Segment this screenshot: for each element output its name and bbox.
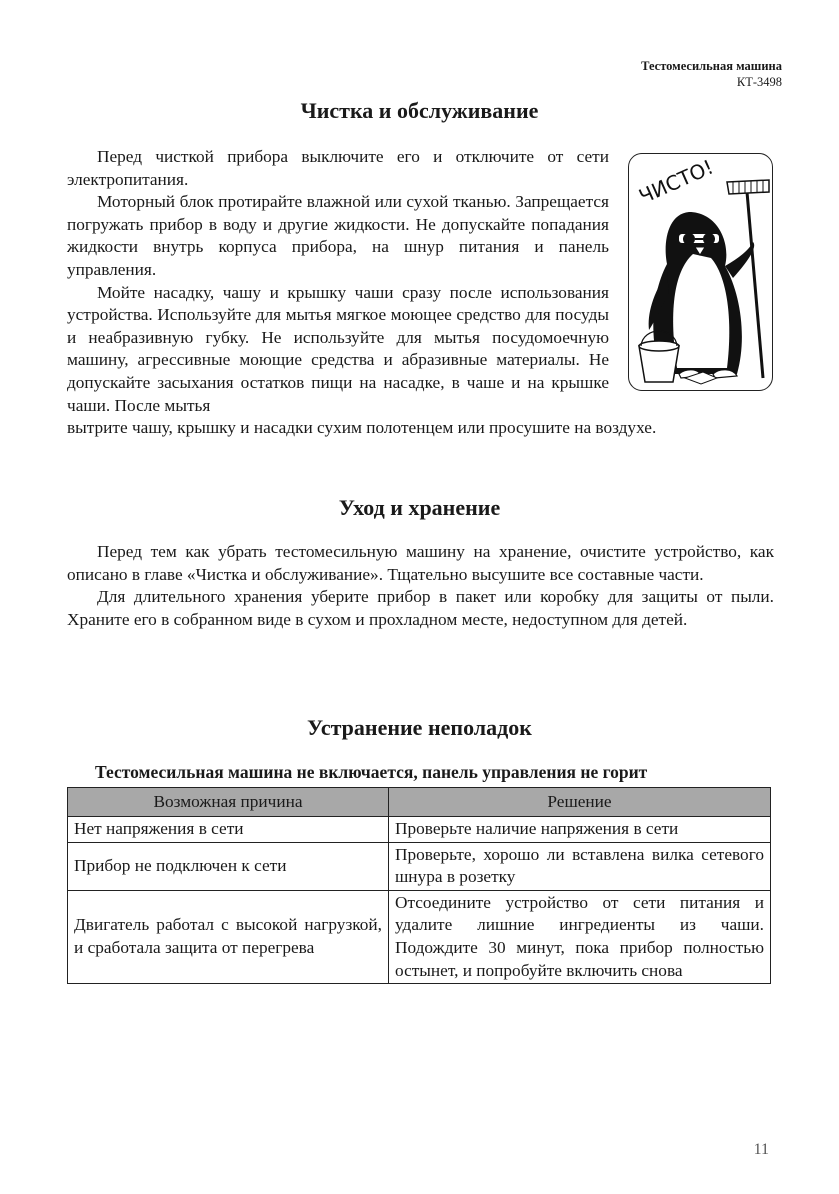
column-header-solution: Решение [389, 788, 771, 817]
cleaning-paragraph-1: Перед чисткой прибора выключите его и отключите от сети электропитания. [67, 147, 609, 189]
penguin-illustration [628, 153, 773, 391]
troubleshooting-table [67, 787, 771, 984]
storage-paragraph-2: Для длительного хранения уберите прибор в пакет или коробку для защиты от пыли. Храните его в собранном виде в сухом и прохладном месте, недоступном для детей. [67, 587, 774, 629]
penguin-cleaning-icon [629, 154, 772, 390]
table-row [68, 842, 771, 890]
solution-cell: Проверьте, хорошо ли вставлена вилка сетевого шнура в розетку [389, 842, 771, 890]
cause-cell: Двигатель работал с высокой нагрузкой, и сработала защита от перегрева [68, 890, 389, 983]
section-title-storage: Уход и хранение [338, 495, 501, 520]
illustration-caption: ЧИСТО! [635, 154, 717, 209]
solution-cell: Проверьте наличие напряжения в сети [389, 817, 771, 843]
section-title-troubleshooting: Устранение неполадок [307, 715, 532, 740]
document-header [641, 58, 782, 90]
table-row [68, 817, 771, 843]
cause-cell: Прибор не подключен к сети [68, 842, 389, 890]
column-header-cause: Возможная причина [68, 788, 389, 817]
cleaning-text-narrow [67, 146, 609, 417]
cleaning-paragraph-2: Моторный блок протирайте влажной или сухой тканью. Запрещается погружать прибор в воду и другие жидкости. Не допускайте попадания жидкости внутрь корпуса прибора, на шнур питания и панель управления. [67, 192, 609, 279]
header-product-name: Тестомесильная машина [641, 59, 782, 73]
page-number: 11 [753, 1141, 769, 1158]
problem-heading: Тестомесильная машина не включается, панель управления не горит [95, 762, 648, 782]
section-title-cleaning: Чистка и обслуживание [300, 98, 539, 123]
table-header-row [68, 788, 771, 817]
cleaning-paragraph-3: Мойте насадку, чашу и крышку чаши сразу после использования устройства. Используйте для мытья мягкое моющее средство для посуды и неабразивную губку. Не используйте для мытья посудомоечную машину, агрессивные моющие средства и абразивные материалы. Не допускайте засыхания остатков пищи на насадке, в чаше и на крышке чаши. После мытья [67, 282, 609, 415]
table-row [68, 890, 771, 983]
storage-paragraph-1: Перед тем как убрать тестомесильную машину на хранение, очистите устройство, как описано в главе «Чистка и обслуживание». Тщательно высушите все составные части. [67, 542, 774, 584]
cleaning-paragraph-3-end: вытрите чашу, крышку и насадки сухим полотенцем или просушите на воздухе. [67, 418, 657, 438]
solution-cell: Отсоедините устройство от сети питания и удалите лишние ингредиенты из чаши. Подождите 30 минут, пока прибор полностью остынет, и попробуйте включить снова [389, 890, 771, 983]
storage-text [67, 541, 774, 631]
header-model: КТ-3498 [736, 75, 782, 89]
cause-cell: Нет напряжения в сети [68, 817, 389, 843]
